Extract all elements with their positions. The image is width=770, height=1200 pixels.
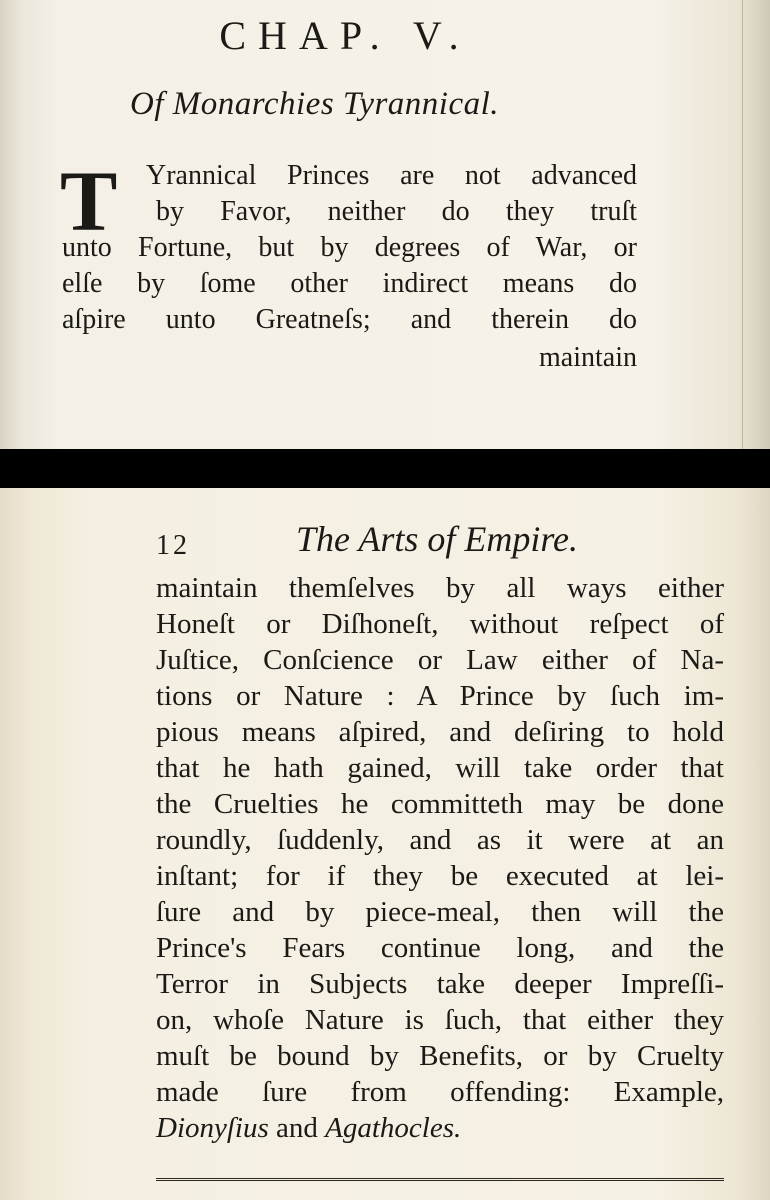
name-dionysius: Dionyſius: [156, 1112, 269, 1144]
text-line: Terror in Subjects take deeper Impreſſi-: [156, 968, 724, 1000]
drop-cap: T: [60, 153, 118, 249]
text-line: that he hath gained, will take order that: [156, 752, 724, 784]
text-line: inſtant; for if they be executed at lei-: [156, 860, 724, 892]
text-line: Yrannical Princes are not advanced: [146, 160, 637, 191]
footer-rule: [156, 1178, 724, 1181]
text-line: muſt be bound by Benefits, or by Cruelty: [156, 1040, 724, 1072]
upper-page: [0, 0, 770, 449]
chapter-heading: CHAP. V.: [219, 13, 471, 58]
text-line: unto Fortune, but by degrees of War, or: [62, 232, 637, 263]
lower-body-text: [156, 570, 724, 1146]
conjunction: and: [276, 1112, 318, 1144]
page-number: 12: [156, 530, 190, 561]
upper-body-text: [60, 153, 637, 338]
text-line: maintain themſelves by all ways either: [156, 572, 724, 604]
text-line: elſe by ſome other indirect means do: [62, 268, 637, 299]
text-line: tions or Nature : A Prince by ſuch im-: [156, 680, 724, 712]
text-line: roundly, ſuddenly, and as it were at an: [156, 824, 724, 856]
text-line: Juſtice, Conſcience or Law either of Na-: [156, 644, 724, 676]
page-fold: [742, 0, 743, 449]
running-title: The Arts of Empire.: [296, 519, 579, 559]
catchword: maintain: [539, 342, 637, 373]
lower-page: [0, 488, 770, 1200]
text-line: aſpire unto Greatneſs; and therein do: [62, 304, 637, 335]
running-header: [156, 518, 716, 568]
text-line: ſure and by piece-meal, then will the: [156, 896, 724, 928]
text-line: by Favor, neither do they truſt: [156, 196, 637, 227]
text-line: Prince's Fears continue long, and the: [156, 932, 724, 964]
text-line: the Cruelties he committeth may be done: [156, 788, 724, 820]
text-line: pious means aſpired, and deſiring to hold: [156, 716, 724, 748]
text-line: Honeſt or Diſhoneſt, without reſpect of: [156, 608, 724, 640]
text-line-final: [156, 1110, 724, 1146]
name-agathocles: Agathocles.: [325, 1112, 462, 1144]
chapter-title: Of Monarchies Tyrannical.: [130, 86, 500, 122]
text-line: made ſure from offending: Example,: [156, 1076, 724, 1108]
text-line: on, whoſe Nature is ſuch, that either they: [156, 1004, 724, 1036]
